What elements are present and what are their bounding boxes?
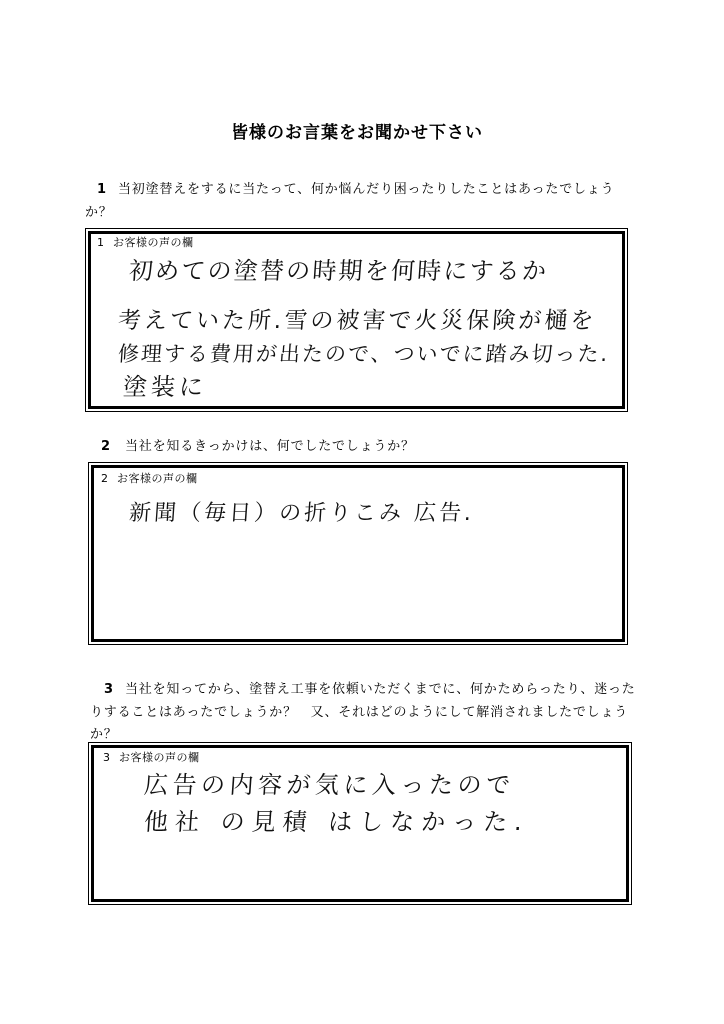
- answer-box-1-label: [97, 236, 194, 250]
- answer-box-3: [88, 742, 632, 905]
- answer-box-1-number: 1: [97, 236, 105, 249]
- question-2-text-line-1: 当社を知るきっかけは、何でしたでしょうか？: [125, 439, 415, 454]
- handwritten-answer-1-line-3: 修理する費用が出たので、ついでに踏み切った.: [117, 342, 611, 366]
- question-3-text-line-1: 当社を知ってから、塗替え工事を依頼いただくまでに、何かためらったり、迷った: [125, 682, 636, 697]
- answer-box-2: [88, 462, 628, 645]
- handwritten-answer-1-line-4: 塗装に: [122, 373, 208, 401]
- question-1-text-line-2: か？: [85, 205, 113, 220]
- answer-box-1-inner: [88, 231, 625, 409]
- answer-box-1-label-text: お客様の声の欄: [113, 236, 194, 249]
- page-title: 皆様のお言葉をお聞かせ下さい: [231, 123, 483, 143]
- question-1-number: 1: [97, 182, 107, 197]
- answer-box-1: [85, 228, 628, 412]
- answer-box-3-number: 3: [103, 751, 111, 764]
- handwritten-answer-3-line-2: 他社 の見積 はしなかった.: [143, 808, 530, 836]
- answer-box-2-number: 2: [101, 472, 109, 485]
- handwritten-answer-3-line-1: 広告の内容が気に入ったので: [143, 771, 516, 799]
- answer-box-2-inner: [91, 465, 625, 642]
- answer-box-3-label: [103, 751, 200, 765]
- answer-box-2-label-text: お客様の声の欄: [117, 472, 198, 485]
- question-1-text-line-1: 当初塗替えをするに当たって、何か悩んだり困ったりしたことはあったでしょう: [118, 182, 615, 197]
- question-3-text-line-2: りすることはあったでしょうか？ 又、それはどのようにして解消されましたでしょう: [90, 705, 629, 720]
- answer-box-3-label-text: お客様の声の欄: [119, 751, 200, 764]
- handwritten-answer-1-line-2: 考えていた所.雪の被害で火災保険が樋を: [117, 308, 598, 334]
- question-3-text-line-3: か？: [90, 727, 118, 742]
- question-2-number: 2: [101, 439, 111, 454]
- handwritten-answer-1-line-1: 初めての塗替の時期を何時にするか: [128, 257, 550, 285]
- answer-box-2-label: [101, 472, 198, 486]
- answer-box-3-inner: [91, 745, 629, 902]
- question-3-number: 3: [104, 682, 114, 697]
- handwritten-answer-2-line-1: 新聞（毎日）の折りこみ 広告.: [128, 501, 475, 526]
